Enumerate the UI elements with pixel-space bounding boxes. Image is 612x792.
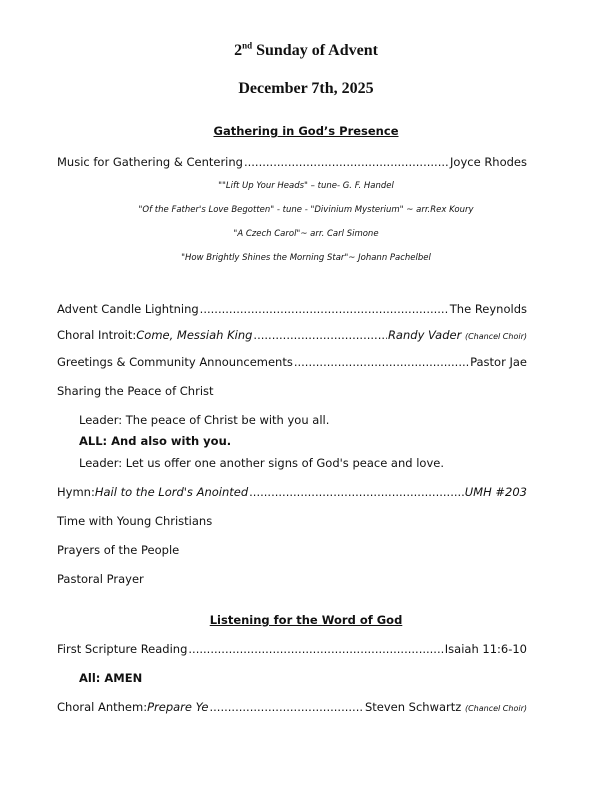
choral-anthem-title: Prepare Ye xyxy=(147,700,209,714)
title-ordinal-suffix: nd xyxy=(242,40,253,51)
music-piece: ""Lift Up Your Heads" – tune- G. F. Handel xyxy=(218,181,394,191)
choral-anthem-label: Choral Anthem: xyxy=(57,700,148,714)
dot-leader xyxy=(209,700,363,714)
hymn-number: UMH #203 xyxy=(464,485,527,499)
candle-lighting-participants: The Reynolds xyxy=(449,302,527,316)
choral-introit-label: Choral Introit: xyxy=(57,328,137,342)
all-response: ALL: And also with you. xyxy=(79,434,232,448)
greetings-leader: Pastor Jae xyxy=(470,355,527,369)
music-piece: "Of the Father's Love Begotten" - tune - "Divinium Mysterium" ~ arr.Rex Koury xyxy=(138,205,474,215)
greetings-row xyxy=(57,355,527,369)
dot-leader xyxy=(188,642,443,656)
page-title xyxy=(0,42,612,60)
music-gathering-row xyxy=(57,155,527,169)
dot-leader xyxy=(294,355,469,369)
scripture-reference: Isaiah 11:6-10 xyxy=(444,642,527,656)
pastoral-prayer-item: Pastoral Prayer xyxy=(57,572,144,586)
choral-introit-composer: Randy Vader xyxy=(387,328,462,342)
choral-anthem-row xyxy=(57,700,527,714)
choral-anthem-composer: Steven Schwartz xyxy=(364,700,462,714)
service-date: December 7th, 2025 xyxy=(238,80,374,97)
hymn-row xyxy=(57,485,527,499)
choral-introit-credit xyxy=(388,328,527,342)
leader-line-2: Leader: Let us offer one another signs of God's peace and love. xyxy=(79,456,444,470)
music-performer: Joyce Rhodes xyxy=(450,155,527,169)
choral-anthem-credit xyxy=(365,700,527,714)
choral-introit-row xyxy=(57,328,527,342)
sharing-peace-label: Sharing the Peace of Christ xyxy=(57,384,214,398)
dot-leader xyxy=(253,328,387,342)
scripture-reading-label: First Scripture Reading xyxy=(57,642,188,656)
music-piece: "How Brightly Shines the Morning Star"~ Johann Pachelbel xyxy=(181,253,431,263)
hymn-label: Hymn: xyxy=(57,485,95,499)
hymn-title: Hail to the Lord's Anointed xyxy=(94,485,249,499)
section-heading-gathering: Gathering in God’s Presence xyxy=(213,124,399,138)
prayers-people-item: Prayers of the People xyxy=(57,543,180,557)
young-christians-item: Time with Young Christians xyxy=(57,514,213,528)
title-ordinal-number: 2 xyxy=(234,42,243,59)
music-gathering-label: Music for Gathering & Centering xyxy=(57,155,243,169)
section-heading-listening: Listening for the Word of God xyxy=(209,613,403,627)
greetings-label: Greetings & Community Announcements xyxy=(57,355,293,369)
choral-anthem-note: (Chancel Choir) xyxy=(464,704,527,713)
dot-leader xyxy=(249,485,464,499)
amen-response: All: AMEN xyxy=(79,671,143,685)
leader-line-1: Leader: The peace of Christ be with you all. xyxy=(79,413,330,427)
candle-lighting-label: Advent Candle Lightning xyxy=(57,302,199,316)
dot-leader xyxy=(244,155,449,169)
scripture-reading-row xyxy=(57,642,527,656)
choral-introit-note: (Chancel Choir) xyxy=(464,332,527,341)
dot-leader xyxy=(200,302,449,316)
music-piece: "A Czech Carol"~ arr. Carl Simone xyxy=(233,229,379,239)
candle-lighting-row xyxy=(57,302,527,316)
choral-introit-title: Come, Messiah King xyxy=(136,328,253,342)
title-rest: Sunday of Advent xyxy=(252,42,378,59)
